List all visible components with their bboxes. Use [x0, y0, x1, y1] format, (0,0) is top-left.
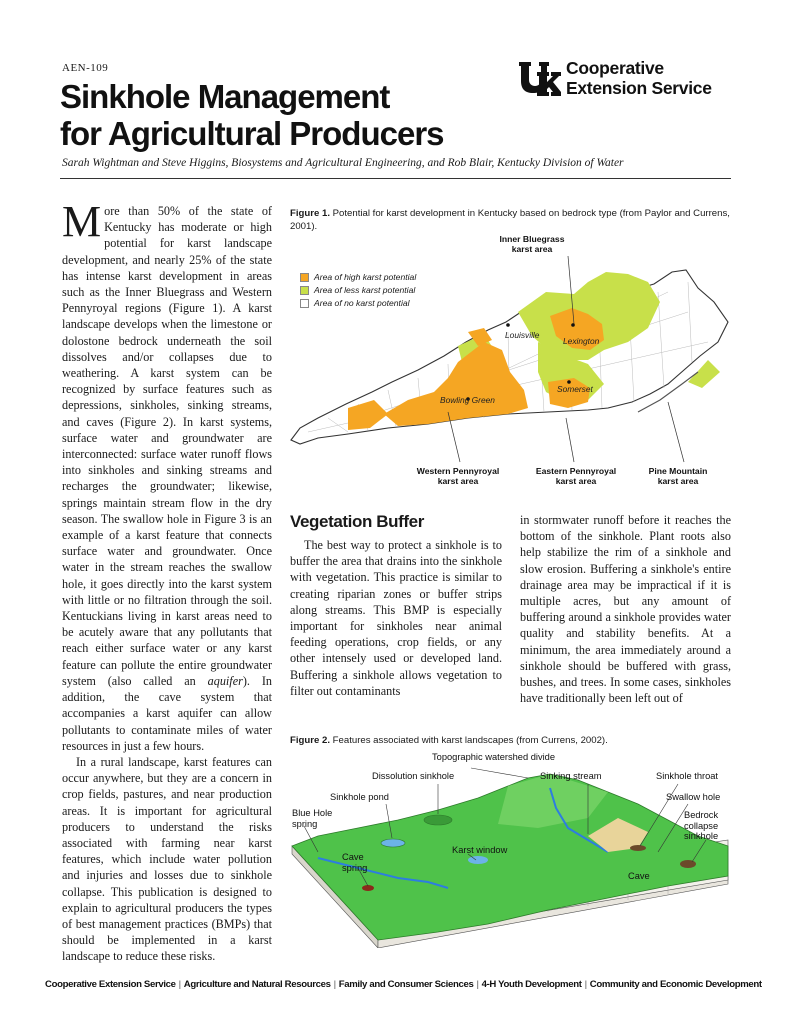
drop-cap: M: [62, 197, 102, 246]
dissolution-sinkhole-shape: [424, 815, 452, 825]
sinkhole-pond-shape: [381, 839, 405, 847]
uk-extension-logo: [517, 58, 732, 104]
legend-high-label: Area of high karst potential: [314, 272, 417, 282]
footer-separator: |: [476, 979, 479, 990]
city-somerset: Somerset: [557, 384, 593, 394]
pine-mountain-label: Pine Mountain karst area: [648, 466, 708, 486]
label-dissolution-sinkhole: Dissolution sinkhole: [372, 771, 455, 781]
label-bedrock-collapse: Bedrock collapse sinkhole: [684, 810, 719, 841]
label-cave-spring: Cave spring: [342, 852, 368, 873]
publication-number: AEN-109: [62, 62, 109, 74]
page-title: [60, 78, 480, 152]
footer-item-family: Family and Consumer Sciences: [338, 979, 474, 990]
logo-line-1: Cooperative: [566, 58, 664, 78]
figure-1-text: Potential for karst development in Kentucky based on bedrock type (from Paylor and Currens, 2001).: [290, 208, 730, 232]
footer-separator: |: [178, 979, 181, 990]
karst-window-shape: [468, 856, 488, 864]
label-sinking-stream: Sinking stream: [540, 771, 602, 781]
label-watershed-divide: Topographic watershed divide: [432, 752, 556, 762]
label-sinkhole-pond: Sinkhole pond: [330, 792, 389, 802]
label-blue-hole-spring: Blue Hole spring: [292, 808, 333, 829]
footer-item-community: Community and Economic Development: [589, 979, 762, 990]
footer-item-cooperative: Cooperative Extension Service: [45, 979, 176, 990]
figure-1-caption: [290, 207, 730, 233]
sinkhole-throat-shape: [630, 845, 646, 851]
legend-none-label: Area of no karst potential: [314, 298, 410, 308]
title-line-2: for Agricultural Producers: [60, 115, 444, 152]
swatch-high: [300, 273, 309, 282]
louisville-marker: [506, 323, 510, 327]
footer-item-agriculture: Agriculture and Natural Resources: [183, 979, 331, 990]
swatch-less: [300, 286, 309, 295]
eastern-pennyroyal-label: Eastern Pennyroyal karst area: [535, 466, 617, 486]
footer-bar: [45, 979, 762, 990]
figure-2-label: Figure 2.: [290, 735, 330, 746]
header-divider: [60, 178, 731, 179]
figure-1-label: Figure 1.: [290, 208, 330, 219]
label-karst-window: Karst window: [452, 845, 508, 855]
legend-none: [300, 297, 416, 310]
intro-text-1: ore than 50% of the state of Kentucky has moderate or high potential for karst landscape development, and nearly 25% of the state has intense karst development in areas such as the Inner Bluegrass and Western Pennyroyal regions (Figure 1). A karst landscape develops when the limestone or dolostone bedrock underneath the soil dissolves and/or collapses due to weathering. A karst system can be recognized by surface features such as depressions, sinkholes, sinking streams, and caves (Figure 2). In karst systems, surface water and groundwater are interconnected: surface water runoff flows into sinkholes and sinking streams and recharges the groundwater; likewise, springs maintain stream flow in the dry season. The swallow hole in Figure 3 is an example of a karst feature that connects surface water and groundwater. Once water in the stream reaches the swallow hole, it goes directly into the karst system with little or no filtration through the soil. Kentuckians living in karst areas need to be acutely aware that any pollutants that reach either surface water or any karst feature can pollute the entire groundwater system (also called an: [62, 204, 272, 688]
intro-text-1-end: ). In addition, the cave system that accompanies a karst aquifer can allow pollutants to contaminate miles of water resources in just a few hours.: [62, 673, 272, 753]
intro-paragraph-1: [62, 197, 272, 754]
vegetation-paragraph-right: in stormwater runoff before it reaches the bottom of the sinkhole. Plant roots also help stabilize the rim of a sinkhole and slow erosion. Buffering a sinkhole's entire drainage area may be impractical if it is multiple acres, but any amount of buffering around a sinkhole provides water quality and stability benefits. At a minimum, the area immediately around a sinkhole should be buffered with grass, bushes, and trees. In some cases, sinkholes have traditionally been left out of: [520, 513, 731, 706]
city-louisville: Louisville: [505, 330, 540, 340]
inner-bluegrass-label: Inner Bluegrass karst area: [499, 234, 565, 254]
footer-item-4h: 4-H Youth Development: [481, 979, 582, 990]
intro-column: [62, 197, 272, 965]
logo-line-2: Extension Service: [566, 78, 712, 98]
title-line-1: Sinkhole Management: [60, 78, 390, 115]
figure-2-text: Features associated with karst landscapes (from Currens, 2002).: [332, 735, 608, 746]
logo-text: [566, 58, 712, 98]
vegetation-paragraph-mid: The best way to protect a sinkhole is to buffer the area that drains into the sinkhole with vegetation. This practice is similar to creating riparian zones or buffer strips along streams. This BMP is especially important for sinkholes near animal feeding operations, crop fields, or any other intensely used or developed land. Buffering a sinkhole allows vegetation to filter out contaminants: [290, 538, 502, 698]
footer-separator: |: [333, 979, 336, 990]
authors-line: Sarah Wightman and Steve Higgins, Biosystems and Agricultural Engineering, and Rob Blair, Kentucky Division of Water: [62, 157, 624, 169]
city-bowling-green: Bowling Green: [440, 395, 495, 405]
western-pennyroyal-label: Western Pennyroyal karst area: [416, 466, 500, 486]
footer-separator: |: [584, 979, 587, 990]
uk-logo-icon: [517, 58, 561, 100]
swatch-none: [300, 299, 309, 308]
city-lexington: Lexington: [563, 336, 600, 346]
vegetation-buffer-heading: Vegetation Buffer: [290, 512, 424, 531]
intro-paragraph-2: In a rural landscape, karst features can occur anywhere, but they are a concern in crop fields, pastures, and near production areas. It is important for agricultural producers to understand the risks associated with farming near karst features, which include water pollution and injuries and losses due to sinkhole collapse. This publication is designed to explain to agricultural producers the types of best management practices (BMPs) that should be implemented in a karst landscape to reduce these risks.: [62, 754, 272, 964]
legend-high: [300, 271, 416, 284]
label-sinkhole-throat: Sinkhole throat: [656, 771, 719, 781]
label-cave: Cave: [628, 871, 650, 881]
map-legend: [300, 271, 416, 310]
legend-less: [300, 284, 416, 297]
aquifer-term: aquifer: [207, 673, 243, 688]
label-swallow-hole: Swallow hole: [666, 792, 721, 802]
legend-less-label: Area of less karst potential: [314, 285, 416, 295]
collapse-sinkhole-shape: [680, 860, 696, 868]
lexington-marker: [571, 323, 575, 327]
figure-2-caption: [290, 734, 730, 747]
